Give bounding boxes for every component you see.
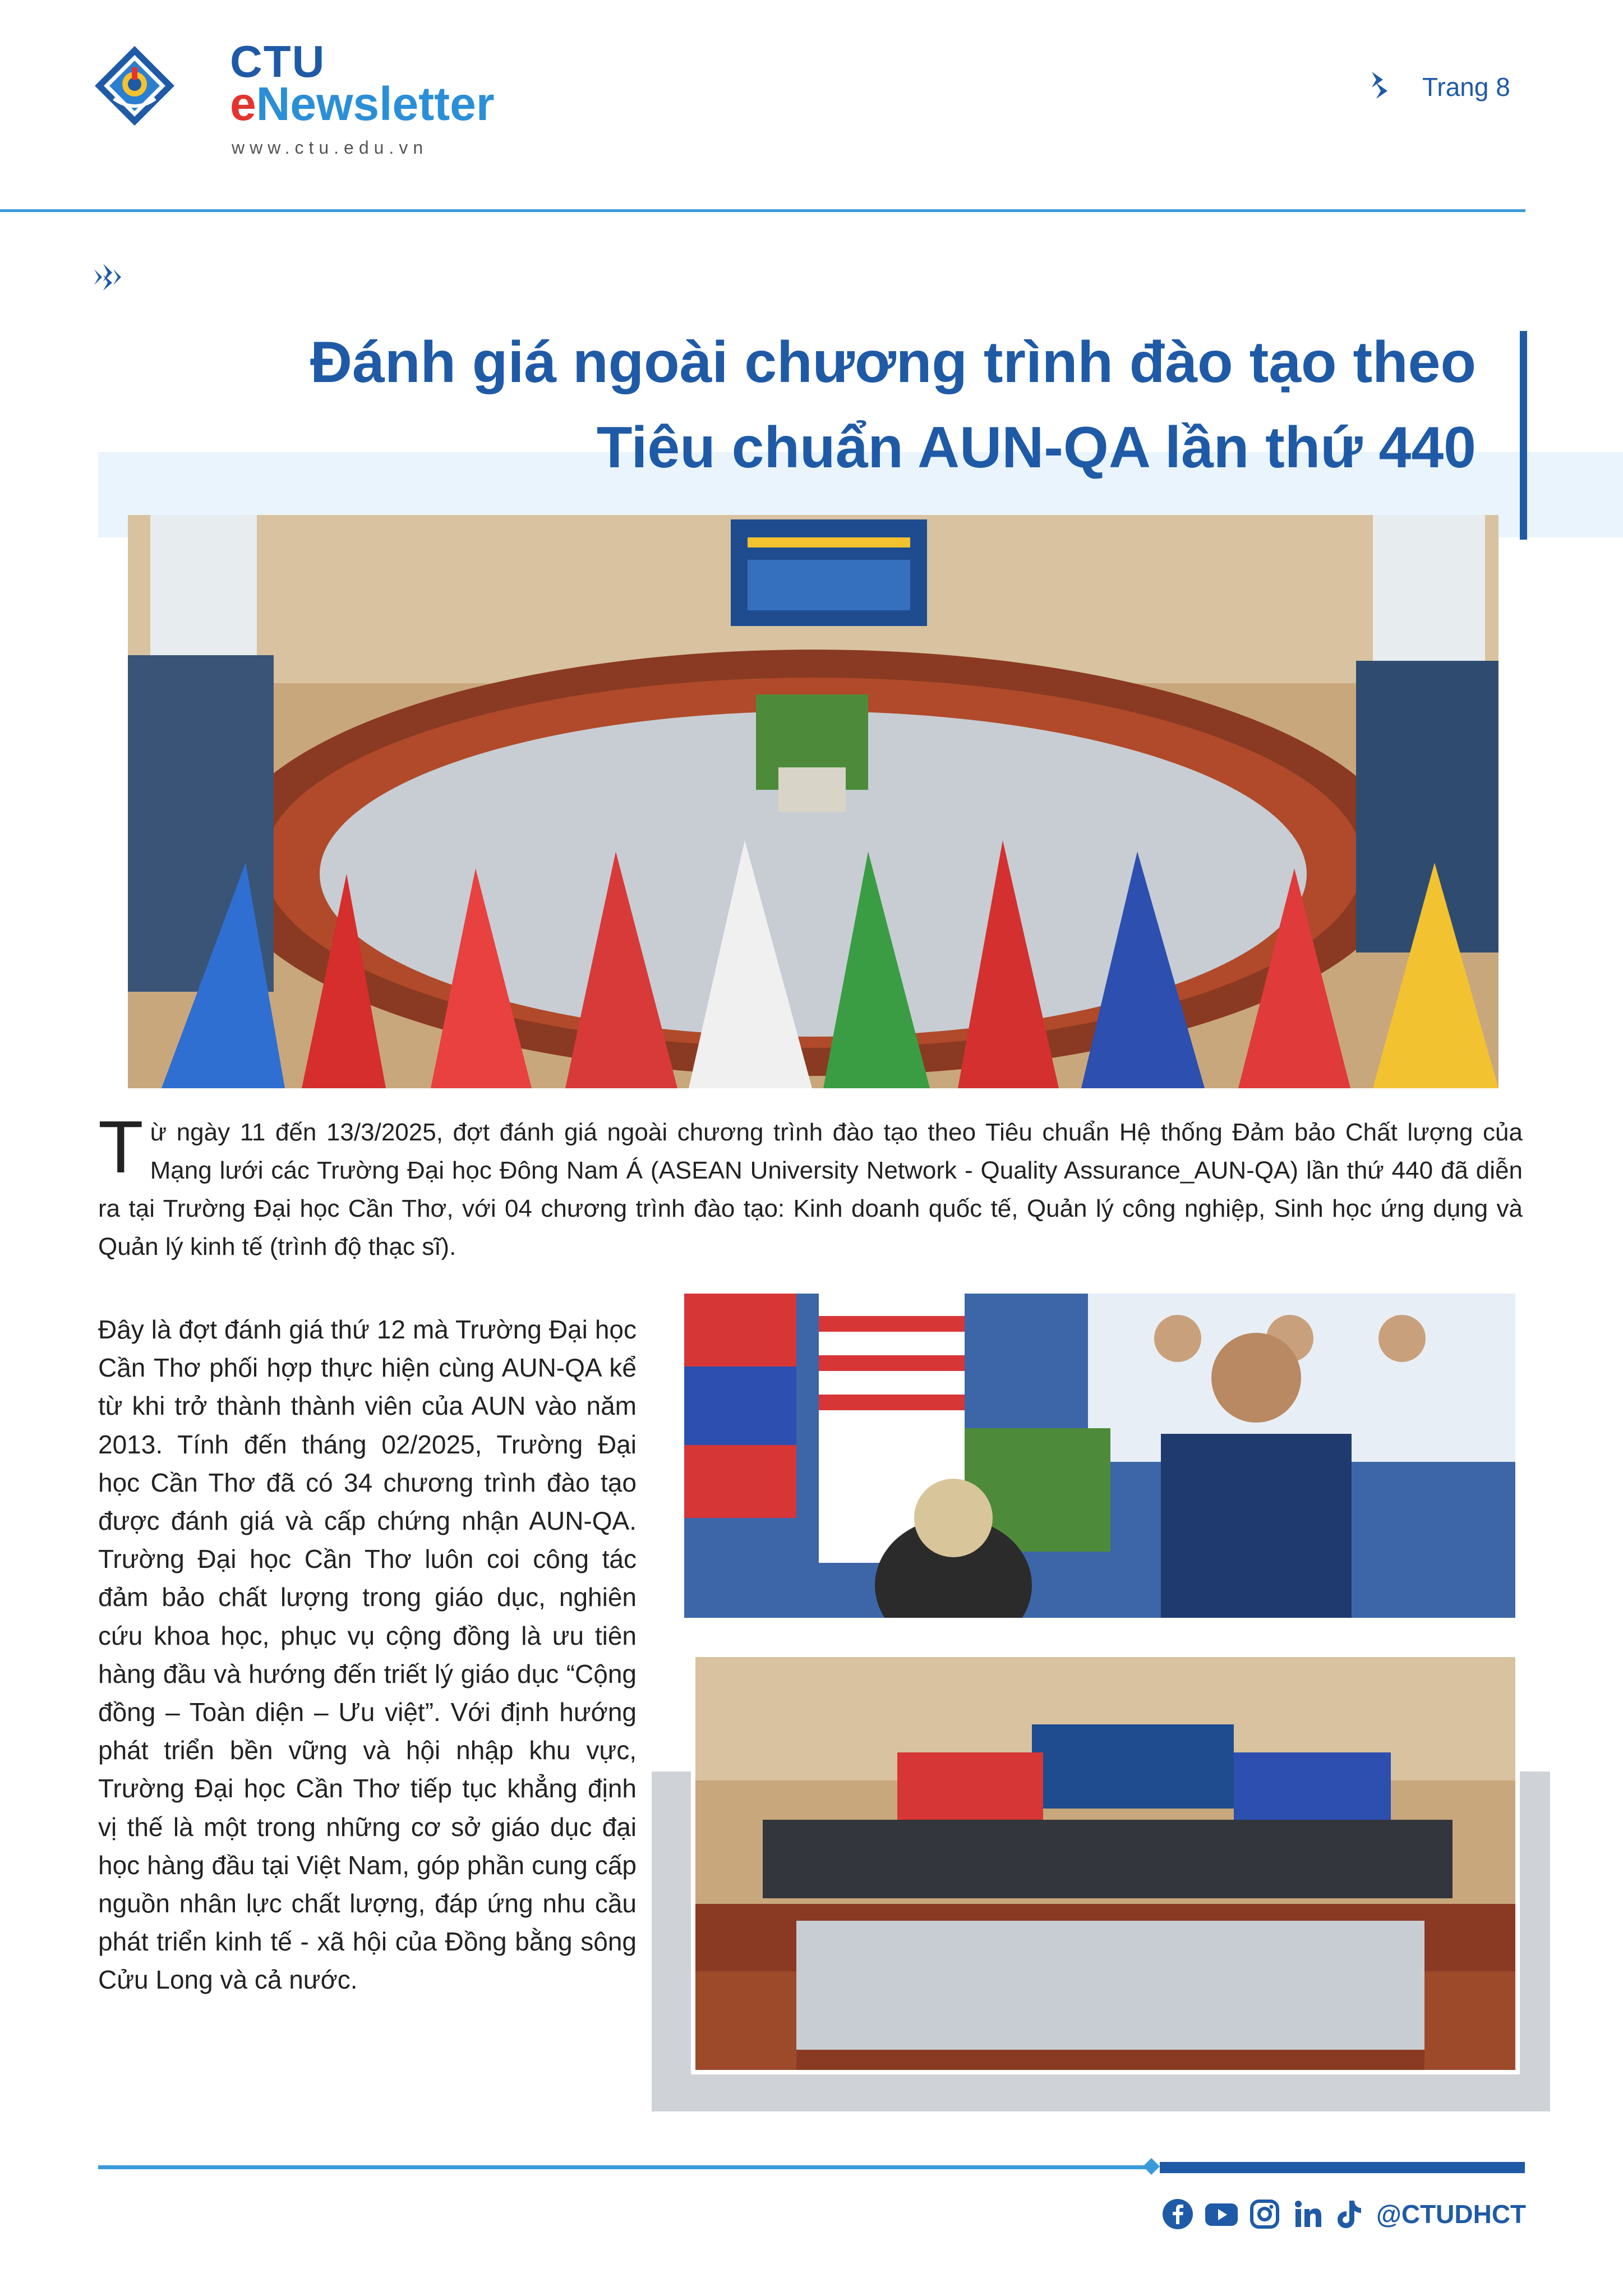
speaker-illustration: [684, 1294, 1515, 1618]
group-photo[interactable]: [691, 1653, 1520, 2074]
footer-accent-bar: [1160, 2162, 1525, 2173]
lead-paragraph: [98, 1106, 1523, 1266]
article-title: [74, 320, 1476, 490]
footer-divider: [98, 2165, 1147, 2169]
tiktok-icon[interactable]: [1335, 2198, 1363, 2230]
meeting-room-illustration: [128, 515, 1498, 1088]
body-paragraph: Đây là đợt đánh giá thứ 12 mà Trường Đại học Cần Thơ phối hợp thực hiện cùng AUN-QA kể từ khi trở thành thành viên của AUN vào năm 2013. Tính đến tháng 02/2025, Trường Đại học Cần Thơ đã có 34 chương trình đào tạo được đánh giá và cấp chứng nhận AUN-QA. Trường Đại học Cần Thơ luôn coi công tác đảm bảo chất lượng trong giáo dục, nghiên cứu khoa học, phục vụ cộng đồng là ưu tiên hàng đầu và hướng đến triết lý giáo dục “Cộng đồng – Toàn diện – Ưu việt”. Với định hướng phát triển bền vững và hội nhập khu vực, Trường Đại học Cần Thơ tiếp tục khẳng định vị thế là một trong những cơ sở giáo dục đại học hàng đầu tại Việt Nam, góp phần cung cấp nguồn nhân lực chất lượng, đáp ứng nhu cầu phát triển kinh tế - xã hội của Đồng bằng sông Cửu Long và cả nước.: [98, 1315, 637, 1995]
header-divider: [0, 209, 1525, 212]
website-link[interactable]: www.ctu.edu.vn: [232, 137, 428, 158]
youtube-icon[interactable]: [1205, 2198, 1238, 2230]
diamond-icon: [1143, 2158, 1160, 2175]
title-accent-bar: [1520, 331, 1527, 540]
group-illustration: [695, 1657, 1515, 2070]
ctu-logo-icon[interactable]: [93, 44, 177, 128]
social-handle[interactable]: @CTUDHCT: [1376, 2200, 1527, 2229]
brand-ctu: CTU: [230, 36, 326, 86]
section-chevron-icon: [94, 264, 133, 291]
speaker-podium-photo[interactable]: [684, 1294, 1515, 1618]
title-line-2: Tiêu chuẩn AUN-QA lần thứ 440: [596, 415, 1476, 480]
linkedin-icon[interactable]: [1293, 2198, 1324, 2230]
page-number: Trang 8: [1422, 72, 1510, 102]
meeting-room-photo[interactable]: [128, 515, 1498, 1088]
chevron-double-icon: [1368, 72, 1391, 100]
drop-cap: T: [98, 1106, 144, 1188]
title-line-1: Đánh giá ngoài chương trình đào tạo theo: [310, 330, 1476, 395]
brand-newsletter: Newsletter: [256, 77, 495, 130]
brand-enewsletter: [230, 79, 495, 129]
facebook-icon[interactable]: [1162, 2198, 1193, 2230]
lead-text: ừ ngày 11 đến 13/3/2025, đợt đánh giá ngoài chương trình đào tạo theo Tiêu chuẩn Hệ thống Đảm bảo Chất lượng của Mạng lưới các Trường Đại học Đông Nam Á (ASEAN University Network - Quality Assurance_AUN-QA) lần thứ 440 đã diễn ra tại Trường Đại học Cần Thơ, với 04 chương trình đào tạo: Kinh doanh quốc tế, Quản lý công nghiệp, Sinh học ứng dụng và Quản lý kinh tế (trình độ thạc sĩ).: [98, 1119, 1523, 1260]
instagram-icon[interactable]: [1249, 2198, 1280, 2230]
brand-e: e: [230, 77, 256, 130]
